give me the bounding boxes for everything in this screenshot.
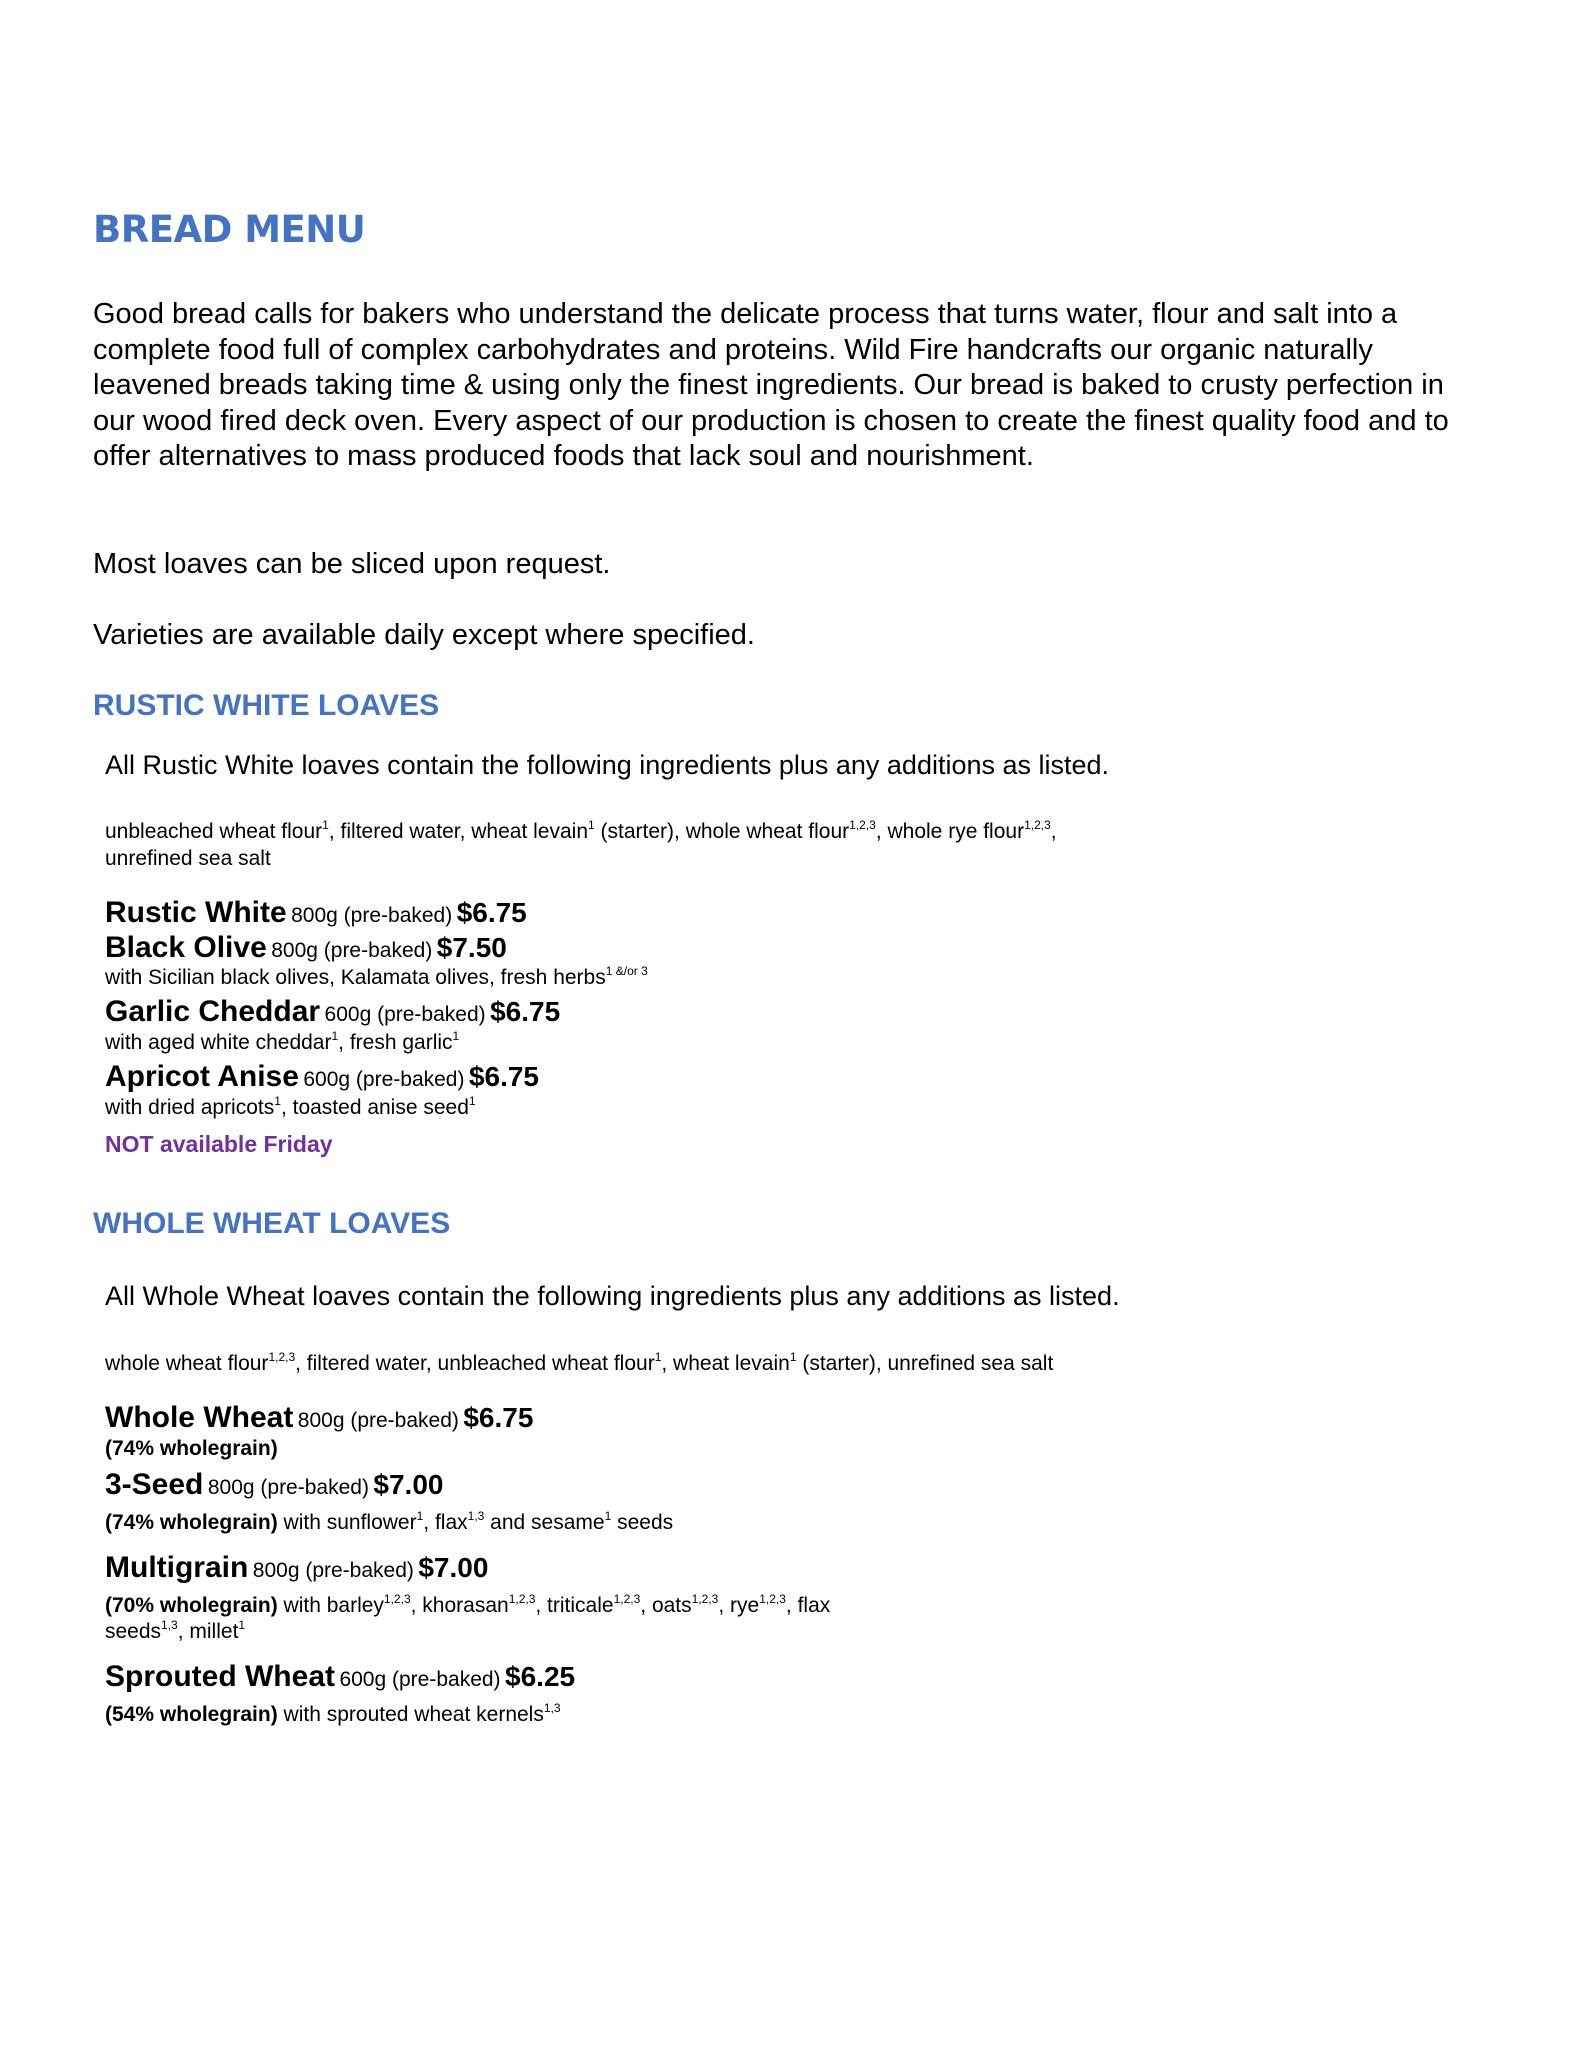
wheat-ingredients-text: whole wheat flour$^{1,2,3}$, filtered water, unbleached wheat flour$^1$, wheat levain$^1$ (starter), unrefined sea salt [105,1350,1054,1375]
item-description: with aged white cheddar$^1$, fresh garlic$^1$ [105,1028,460,1054]
item-price: $6.75 [456,897,527,928]
menu-item-whole-wheat [105,1401,1405,1436]
item-name: Black Olive [105,930,267,964]
wheat-ingredients [105,1350,1405,1377]
item-weight: 800g (pre-baked) [252,1558,414,1582]
item-weight: 600g (pre-baked) [324,1003,486,1027]
menu-item-rustic-white [105,896,1405,931]
menu-item-garlic-cheddar [105,995,1405,1030]
item-price: $7.00 [418,1551,489,1583]
item-price: $6.75 [468,1061,540,1092]
item-weight: 800g (pre-baked) [207,1475,369,1499]
item-name: Multigrain [105,1550,249,1584]
rustic-ingredients-text: unbleached wheat flour$^1$, filtered water, wheat levain$^1$ (starter), whole wheat flour$^{1,2,3}$, whole rye flour$^{1,2,3}$, unrefined sea salt [105,818,1057,870]
wheat-contains-text: All Whole Wheat loaves contain the following ingredients plus any additions as listed. [105,1281,1120,1311]
item-weight: 600g (pre-baked) [303,1068,465,1091]
menu-item-multigrain [105,1551,1405,1586]
item-price: $7.50 [436,931,507,963]
page-title: BREAD MENU [93,208,366,251]
item-name: Sprouted Wheat [105,1659,335,1693]
item-description: with Sicilian black olives, Kalamata olives, fresh herbs$^{1 \&/or 3}$ [105,964,648,989]
item-name: Whole Wheat [105,1401,294,1434]
item-description: (74% wholegrain) with sunflower$^1$, flax$^{1,3}$ and sesame$^1$ seeds [105,1509,674,1535]
item-description: (70% wholegrain) with barley$^{1,2,3}$, khorasan$^{1,2,3}$, triticale$^{1,2,3}$, oats$^{1,2,3}$, rye$^{1,2,3}$, flax seeds$^{1,3}$, millet$^1$ [105,1592,831,1644]
menu-item-3-seed [105,1468,1405,1503]
menu-item-sprouted-wheat [105,1660,1405,1695]
wheat-section-heading: WHOLE WHEAT LOAVES [93,1207,451,1240]
intro-paragraph: Good bread calls for bakers who understand the delicate process that turns water, flour and salt into a complete food full of complex carbohydrates and proteins. Wild Fire handcrafts our organic naturally leavened breads taking time & using only the finest ingredients. Our bread is baked to crusty perfection in our wood fired deck oven. Every aspect of our production is chosen to create the finest quality food and to offer alternatives to mass produced foods that lack soul and nourishment. [93,298,1449,473]
item-price: $6.75 [463,1402,534,1433]
varieties-note: Varieties are available daily except where specified. [93,619,755,651]
item-price: $6.75 [490,996,561,1028]
item-price: $7.00 [373,1468,444,1500]
menu-item-black-olive [105,931,1405,966]
sliced-note: Most loaves can be sliced upon request. [93,548,611,580]
rustic-ingredients [105,818,1405,872]
wheat-items [105,1401,1405,1728]
item-weight: 800g (pre-baked) [291,904,453,927]
item-weight: 800g (pre-baked) [297,1409,459,1432]
item-description: (54% wholegrain) with sprouted wheat kernels$^{1,3}$ [105,1701,561,1726]
item-name: Garlic Cheddar [105,995,321,1029]
item-description: with dried apricots$^1$, toasted anise seed$^1$ [105,1093,476,1119]
menu-item-apricot-anise [105,1060,1405,1095]
item-wholegrain: (74% wholegrain) [105,1436,278,1460]
wheat-contains-block [105,1281,1405,1312]
item-weight: 600g (pre-baked) [339,1667,501,1691]
item-name: 3-Seed [105,1467,204,1501]
item-price: $6.25 [505,1660,576,1692]
item-weight: 800g (pre-baked) [271,938,433,962]
item-name: Rustic White [105,896,287,929]
item-name: Apricot Anise [105,1060,299,1093]
rustic-section-heading: RUSTIC WHITE LOAVES [93,689,440,722]
rustic-contains-block [105,750,1405,781]
rustic-contains-text: All Rustic White loaves contain the following ingredients plus any additions as listed. [105,750,1110,780]
rustic-items [105,896,1405,1158]
availability-note: NOT available Friday [105,1130,333,1157]
